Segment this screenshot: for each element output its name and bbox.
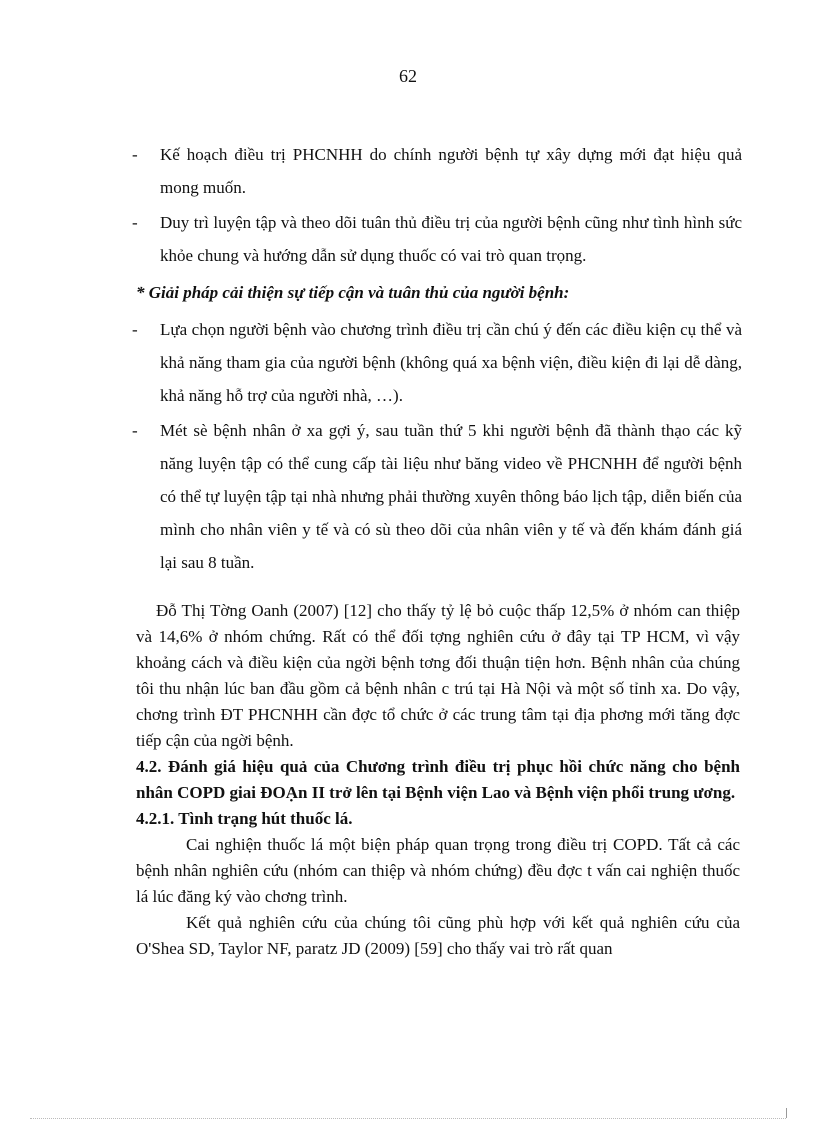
recommendations-section (132, 138, 742, 581)
body-section (136, 598, 740, 962)
bullet-text: Duy trì luyện tập và theo dõi tuân thủ điều trị của người bệnh cũng như tình hình sức khỏe chung và hướng dẫn sử dụng thuốc có vai trò quan trọng. (160, 213, 742, 265)
bullet-item (132, 206, 742, 272)
bullet-item (132, 138, 742, 204)
paragraph: Đỗ Thị Tờng Oanh (2007) [12] cho thấy tỷ lệ bỏ cuộc thấp 12,5% ở nhóm can thiệp và 14,6% ở nhóm chứng. Rất có thể đối tợng nghiên cứu ở đây tại TP HCM, vì vậy khoảng cách và điều kiện của ngời bệnh tơng đối thuận tiện hơn. Bệnh nhân của chúng tôi thu nhận lúc ban đầu gồm cả bệnh nhân c trú tại Hà Nội và một số tỉnh xa. Do vậy, chơng trình ĐT PHCNHH cần đợc tổ chức ở các trung tâm tại địa phơng mới tăng đợc tiếp cận của ngời bệnh. (136, 601, 740, 750)
subheading: * Giải pháp cải thiện sự tiếp cận và tuân thủ của người bệnh: (136, 283, 570, 302)
footer-rule (30, 1118, 786, 1119)
bullet-item (132, 313, 742, 412)
dash-mark: - (132, 145, 138, 164)
dash-mark: - (132, 213, 138, 232)
paragraph: Kết quả nghiên cứu của chúng tôi cũng phù hợp với kết quả nghiên cứu của O'Shea SD, Taylor NF, paratz JD (2009) [59] cho thấy vai trò rất quan (136, 913, 740, 958)
subsection-heading: 4.2.1. Tình trạng hút thuốc lá. (136, 809, 353, 828)
dash-mark: - (132, 421, 138, 440)
dash-mark: - (132, 320, 138, 339)
bullet-text: Kế hoạch điều trị PHCNHH do chính người bệnh tự xây dựng mới đạt hiệu quả mong muốn. (160, 145, 742, 197)
bullet-item (132, 414, 742, 579)
bullet-text: Mét sè bệnh nhân ở xa gợi ý, sau tuần thứ 5 khi người bệnh đã thành thạo các kỹ năng luyện tập có thể cung cấp tài liệu như băng video về PHCNHH để người bệnh có thể tự luyện tập tại nhà nhưng phải thường xuyên thông báo lịch tập, diễn biến của mình cho nhân viên y tế và có sù theo dõi của nhân viên y tế và đến khám đánh giá lại sau 8 tuần. (160, 421, 742, 572)
bullet-text: Lựa chọn người bệnh vào chương trình điều trị cần chú ý đến các điều kiện cụ thể và khả năng tham gia của người bệnh (không quá xa bệnh viện, điều kiện đi lại dễ dàng, khả năng hỗ trợ của người nhà, …). (160, 320, 742, 405)
page-number: 62 (399, 66, 417, 86)
paragraph: Cai nghiện thuốc lá một biện pháp quan trọng trong điều trị COPD. Tất cả các bệnh nhân nghiên cứu (nhóm can thiệp và nhóm chứng) đều đợc t vấn cai nghiện thuốc lá lúc đăng ký vào chơng trình. (136, 835, 740, 906)
section-heading: 4.2. Đánh giá hiệu quả của Chương trình điều trị phục hồi chức năng cho bệnh nhân COPD giai ĐOẠn II trở lên tại Bệnh viện Lao và Bệnh viện phổi trung ương. (136, 757, 740, 802)
corner-mark (786, 1108, 795, 1118)
